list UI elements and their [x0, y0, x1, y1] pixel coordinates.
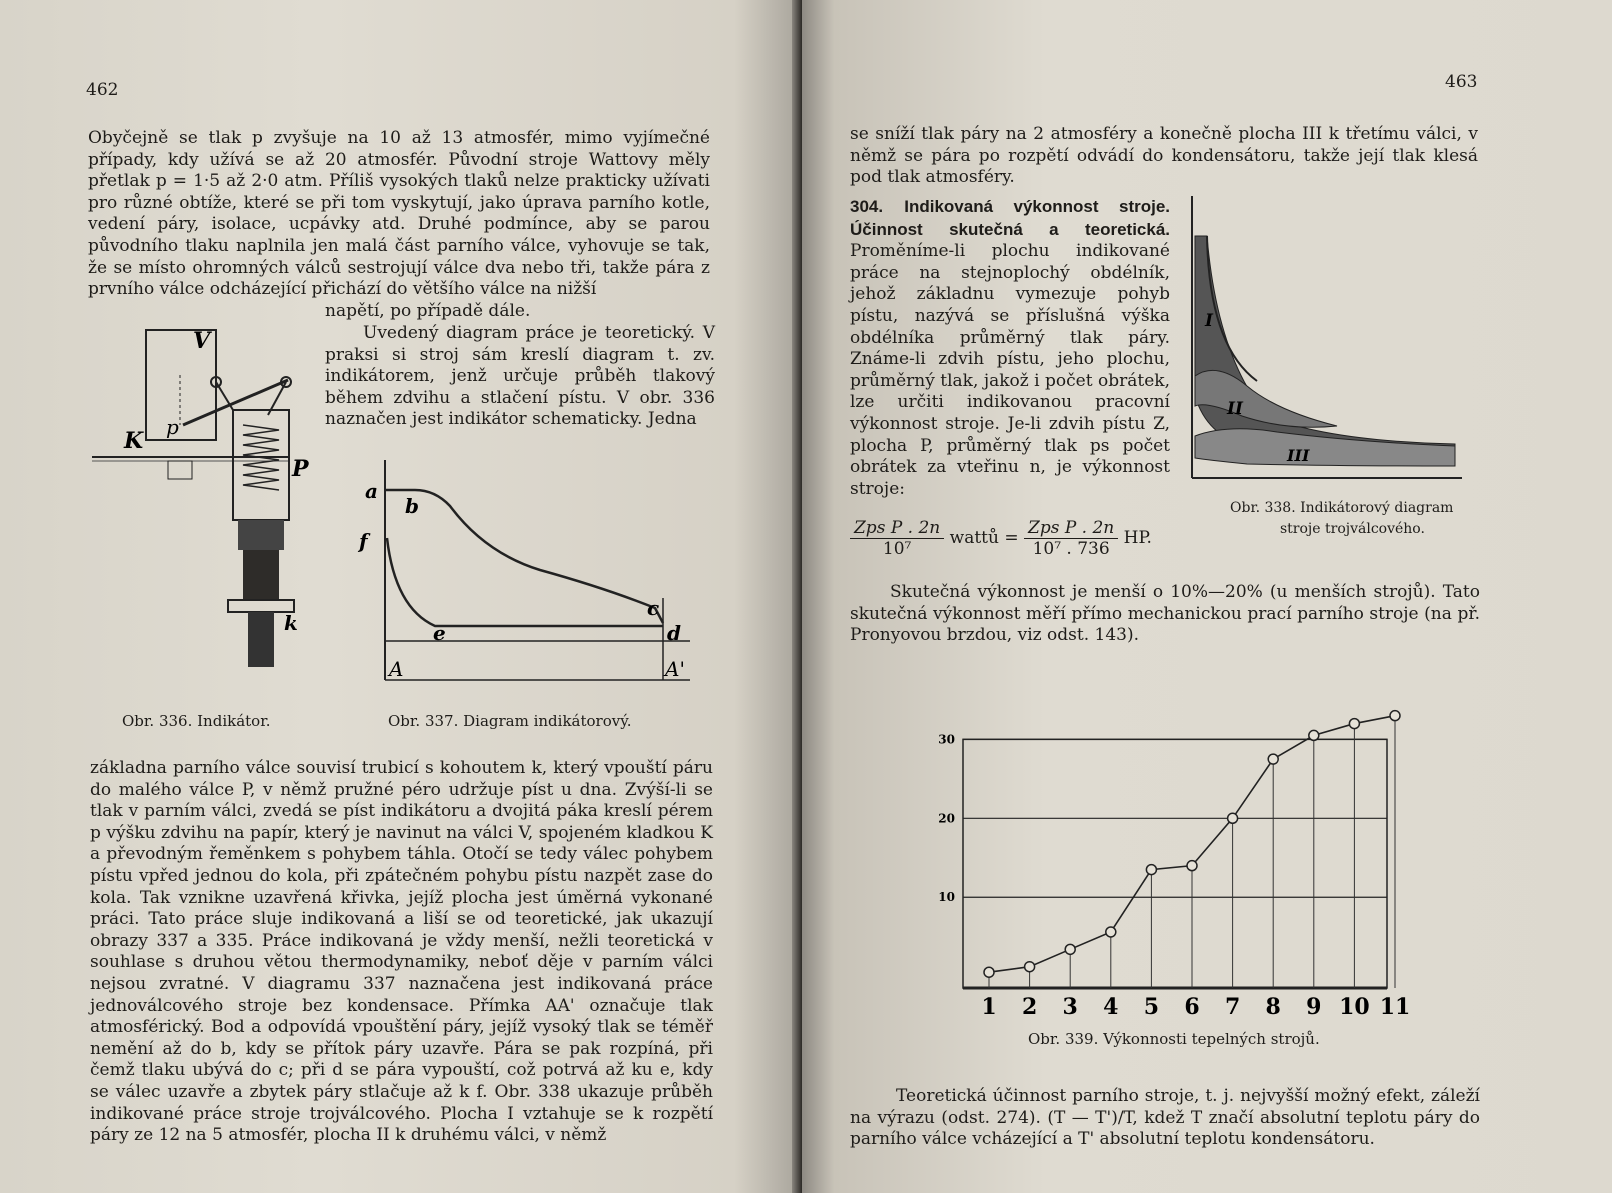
- data-point: [1025, 962, 1035, 972]
- page-number-right: 463: [1445, 72, 1478, 92]
- x-tick-label: 10: [1339, 994, 1370, 1020]
- y-tick-label: 10: [938, 890, 955, 905]
- data-point: [1187, 861, 1197, 871]
- label-III: III: [1287, 446, 1310, 465]
- x-tick-label: 5: [1143, 994, 1160, 1020]
- right-paragraph-1: se sníží tlak páry na 2 atmosféry a konečně plocha III k třetímu válci, v němž se pára po rozpětí odvádí do kondensátoru, takže její tlak klesá pod tlak atmosféry.: [850, 124, 1478, 188]
- right-paragraph-4: Teoretická účinnost parního stroje, t. j. nejvyšší možný efekt, záleží na výrazu (odst. 274). (T — T')/T, kdež T značí absolutní teplotu páry do parního válce vcházející a T' absolutní teplotu kondensátoru.: [850, 1086, 1480, 1150]
- data-point: [1268, 754, 1278, 764]
- x-tick-label: 3: [1062, 994, 1078, 1020]
- left-paragraph-3: základna parního válce souvisí trubicí s kohoutem k, který vpouští páru do malého válce P, v němž pružné péro udržuje píst u dna. Zvýší-li se tlak v parním válci, zvedá se píst indikátoru a dvojitá páka kreslí pérem p výšku zdvihu na papír, který je navinut na válci V, spojeném kladkou K a převodným řeměnkem s pohybem táhla. Otočí se tedy válec pohybem pístu vpřed jednou do kola, při zpátečném pohybu pístu nazpět zase do kola. Tak vznikne uzavřená křivka, jejíž plocha jest úměrná vykonané práci. Tato práce sluje indikovaná a liší se od teoretické, jak ukazují obrazy 337 a 335. Práce indikovaná je vždy menší, nežli teoretická v souhlase s druhou větou thermodynamiky, neboť děje v parním válci nejsou zvratné. V diagramu 337 naznačena jest indikovaná práce jednoválcového stroje bez kondensace. Přímka AA' označuje tlak atmosférický. Bod a odpovídá vpouštění páry, jejíž vysoký tlak se téměř nemění až do b, kdy se přítok páry uzavře. Pára se pak rozpíná, při čemž tlaku ubývá do c; při d se pára vypouští, což potrvá až ku e, kdy se válec uzavře a zbytek páry stlačuje až k f. Obr. 338 ukazuje průběh indikované práce stroje trojválcového. Plocha I vztahuje se k rozpětí páry ze 12 na 5 atmosfér, plocha II k druhému válci, v němž: [90, 758, 713, 1146]
- data-point: [1349, 719, 1359, 729]
- label-a: a: [365, 479, 378, 503]
- x-tick-label: 6: [1184, 994, 1200, 1020]
- formula-numerator-2: Zps P . 2n: [1024, 518, 1118, 539]
- figure-339-caption: Obr. 339. Výkonnosti tepelných strojů.: [1028, 1030, 1320, 1048]
- label-k: k: [284, 611, 298, 635]
- left-page: [0, 0, 798, 1193]
- figure-336-caption: Obr. 336. Indikátor.: [122, 712, 271, 730]
- label-A: A: [389, 657, 404, 681]
- figure-338-caption-line-2: stroje trojválcového.: [1280, 521, 1425, 537]
- figure-338-caption-line-1: Obr. 338. Indikátorový diagram: [1230, 500, 1454, 516]
- label-c: c: [647, 596, 660, 620]
- formula-unit-1: wattů =: [949, 528, 1019, 548]
- left-paragraph-1-tail: napětí, po případě dále.: [325, 301, 531, 321]
- figure-337-diagram: [359, 458, 695, 688]
- data-point: [1390, 711, 1400, 721]
- data-point: [1309, 730, 1319, 740]
- data-point: [1106, 927, 1116, 937]
- formula-denominator-2: 10⁷ . 736: [1032, 539, 1110, 559]
- y-tick-label: 30: [938, 732, 955, 747]
- label-b: b: [405, 494, 419, 518]
- label-P: P: [292, 456, 309, 482]
- plot-frame: [963, 739, 1387, 988]
- data-point: [984, 967, 994, 977]
- label-V: V: [193, 328, 211, 354]
- left-paragraph-2: Uvedený diagram práce je teoretický. V praksi si stroj sám kreslí diagram t. zv. indikátorem, jenž určuje průběh tlakový během zdvihu a stlačení pístu. V obr. 336 naznačen jest indikátor schematicky. Jedna: [325, 323, 715, 430]
- section-number: 304.: [850, 197, 884, 216]
- x-tick-label: 9: [1306, 994, 1322, 1020]
- right-page: [802, 0, 1612, 1193]
- section-title: Indikovaná výkonnost stroje. Účinnost skutečná a teoretická.: [850, 197, 1171, 239]
- right-paragraph-2: Proměníme-li plochu indikované práce na stejnoplochý obdélník, jehož základnu vymezuje pohyb pístu, nazývá se příslušná výška obdélníka průměrný tlak páry. Známe-li zdvih pístu, jeho plochu, průměrný tlak, jakož i počet obrátek, lze určiti indikovanou pracovní výkonnost stroje. Je-li zdvih pístu Z, plocha P, průměrný tlak ps počet obrátek za vteřinu n, je výkonnost stroje:: [850, 241, 1170, 499]
- left-paragraph-1: Obyčejně se tlak p zvyšuje na 10 až 13 atmosfér, mimo vyjímečné případy, kdy užívá se až 20 atmosfér. Původní stroje Wattovy měly přetlak p = 1·5 až 2·0 atm. Příliš vysokých tlaků nelze prakticky užívati pro různé obtíže, které se při tom vyskytují, jako úprava parního kotle, vedení páry, isolace, ucpávky atd. Druhé podmínce, aby se parou původního tlaku naplnila jen malá část parního válce, vyhovuje se tak, že se místo ohromných válců sestrojují válce dva nebo tři, takže pára z prvního válce odcházející přichází do většího válce na nižší: [88, 128, 710, 300]
- figure-339-chart: [927, 656, 1447, 1020]
- formula-denominator-1: 10⁷: [882, 539, 912, 559]
- label-A-prime: A': [665, 657, 685, 681]
- label-p: p: [166, 415, 179, 439]
- figure-338-diagram: [1187, 196, 1467, 486]
- formula-fraction-1: [850, 518, 944, 559]
- right-paragraph-3: Skutečná výkonnost je menší o 10%—20% (u menších strojů). Tato skutečná výkonnost měří přímo mechanickou prací parního stroje (na př. Pronyovou brzdou, viz odst. 143).: [850, 582, 1480, 646]
- formula-unit-2: HP.: [1123, 528, 1152, 548]
- data-point: [1228, 813, 1238, 823]
- power-formula: [850, 518, 1152, 559]
- label-I: I: [1205, 311, 1213, 331]
- y-tick-label: 20: [938, 811, 955, 826]
- x-tick-label: 7: [1224, 994, 1241, 1020]
- figure-337-caption: Obr. 337. Diagram indikátorový.: [388, 712, 632, 730]
- label-II: II: [1227, 399, 1243, 419]
- data-point: [1146, 865, 1156, 875]
- label-f: f: [359, 529, 368, 553]
- formula-numerator-1: Zps P . 2n: [850, 518, 944, 539]
- x-tick-label: 4: [1103, 994, 1119, 1020]
- formula-fraction-2: [1024, 518, 1118, 559]
- x-tick-label: 8: [1265, 994, 1281, 1020]
- label-d: d: [667, 621, 681, 645]
- label-e: e: [433, 621, 446, 645]
- figure-336-indicator: [88, 330, 328, 670]
- section-304: [850, 196, 1170, 500]
- page-number-left: 462: [86, 80, 119, 100]
- data-point: [1065, 944, 1075, 954]
- label-K: K: [124, 428, 144, 454]
- x-tick-label: 11: [1379, 994, 1411, 1020]
- x-tick-label: 1: [981, 994, 997, 1020]
- x-tick-label: 2: [1021, 994, 1038, 1020]
